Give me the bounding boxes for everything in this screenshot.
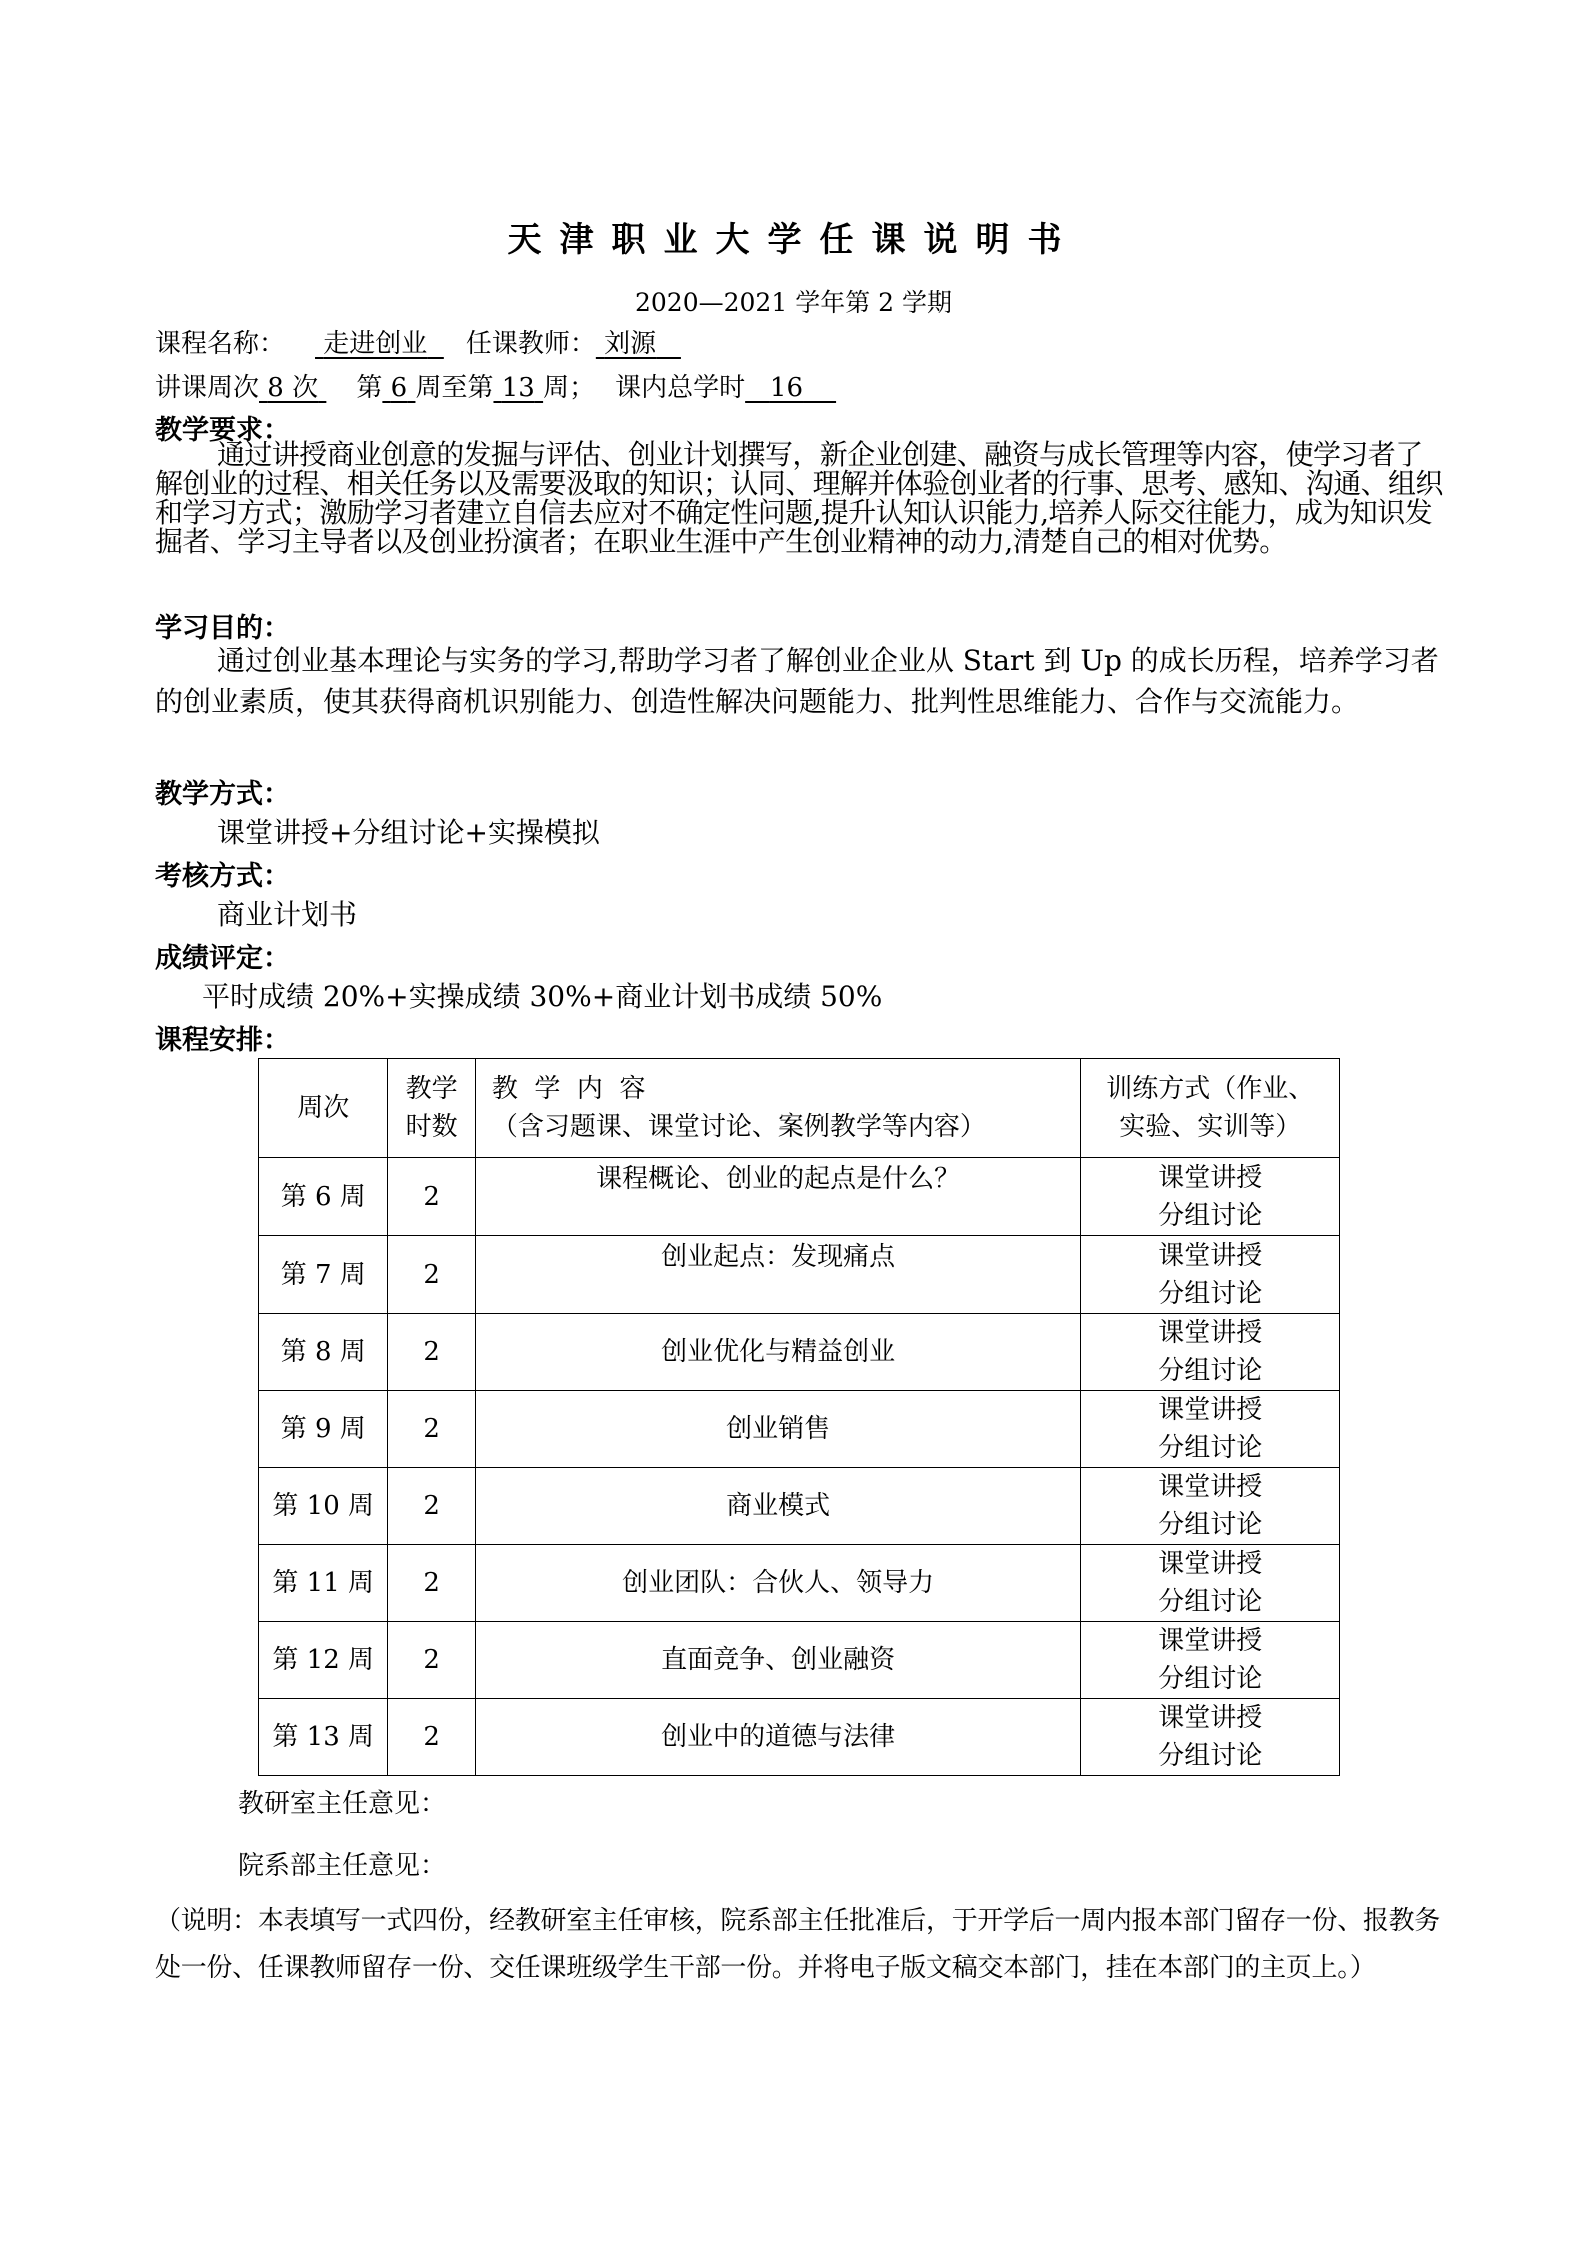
row-method: 课堂讲授 分组讨论 xyxy=(1081,1236,1340,1314)
header-week: 周次 xyxy=(259,1059,388,1158)
row-method: 课堂讲授 分组讨论 xyxy=(1081,1314,1340,1391)
row-content: 商业模式 xyxy=(475,1468,1081,1545)
table-row xyxy=(259,1158,1340,1236)
course-name-label: 课程名称： xyxy=(155,329,286,359)
hours-value: 16 xyxy=(769,373,804,403)
weeks-value: 8 次 xyxy=(267,373,319,403)
row-week: 第 10 周 xyxy=(259,1468,388,1545)
row-hours: 2 xyxy=(388,1391,475,1468)
weeks-label: 讲课周次 xyxy=(155,373,260,403)
requirements-heading: 教学要求： xyxy=(155,415,290,446)
course-info-line xyxy=(155,323,681,360)
method-heading: 教学方式： xyxy=(155,779,290,810)
grading-text: 平时成绩 20%+实操成绩 30%+商业计划书成绩 50% xyxy=(202,980,883,1013)
assessment-text: 商业计划书 xyxy=(217,898,358,931)
row-hours: 2 xyxy=(388,1699,475,1776)
course-name-value: 走进创业 xyxy=(323,329,428,359)
row-week: 第 8 周 xyxy=(259,1314,388,1391)
grading-heading: 成绩评定： xyxy=(155,943,290,974)
method-text: 课堂讲授+分组讨论+实操模拟 xyxy=(217,816,600,849)
schedule-info-line xyxy=(155,367,836,404)
row-hours: 2 xyxy=(388,1314,475,1391)
table-header-row xyxy=(259,1059,1340,1158)
objectives-text: 通过创业基本理论与实务的学习,帮助学习者了解创业企业从 Start 到 Up 的成长历程，培养学习者的创业素质，使其获得商机识别能力、创造性解决问题能力、批判性思维能力、合作与交流能力。 xyxy=(155,644,1439,718)
table-row xyxy=(259,1545,1340,1622)
row-hours: 2 xyxy=(388,1158,475,1236)
row-method: 课堂讲授 分组讨论 xyxy=(1081,1158,1340,1236)
row-week: 第 9 周 xyxy=(259,1391,388,1468)
row-content: 直面竞争、创业融资 xyxy=(475,1622,1081,1699)
row-week: 第 13 周 xyxy=(259,1699,388,1776)
teacher-label: 任课教师： xyxy=(465,329,596,359)
row-hours: 2 xyxy=(388,1545,475,1622)
row-hours: 2 xyxy=(388,1468,475,1545)
row-content: 课程概论、创业的起点是什么？ xyxy=(475,1158,1081,1236)
row-week: 第 11 周 xyxy=(259,1545,388,1622)
table-row xyxy=(259,1236,1340,1314)
row-method: 课堂讲授 分组讨论 xyxy=(1081,1699,1340,1776)
teacher-value: 刘源 xyxy=(604,329,657,359)
row-hours: 2 xyxy=(388,1236,475,1314)
footnote: （说明：本表填写一式四份，经教研室主任审核，院系部主任批准后，于开学后一周内报本部门留存一份、报教务处一份、任课教师留存一份、交任课班级学生干部一份。并将电子版文稿交本部门，挂在本部门的主页上。） xyxy=(155,1906,1441,1983)
row-week: 第 12 周 xyxy=(259,1622,388,1699)
row-content: 创业团队：合伙人、领导力 xyxy=(475,1545,1081,1622)
row-content: 创业优化与精益创业 xyxy=(475,1314,1081,1391)
requirements-text: 通过讲授商业创意的发掘与评估、创业计划撰写，新企业创建、融资与成长管理等内容，使学习者了解创业的过程、相关任务以及需要汲取的知识；认同、理解并体验创业者的行事、思考、感知、沟通、组织和学习方式；激励学习者建立自信去应对不确定性问题,提升认知认识能力,培养人际交往能力，成为知识发掘者、学习主导者以及创业扮演者；在职业生涯中产生创业精神的动力,清楚自己的相对优势。 xyxy=(155,438,1443,558)
from-week-value: 6 xyxy=(390,373,408,403)
row-method: 课堂讲授 分组讨论 xyxy=(1081,1622,1340,1699)
office-director-opinion: 教研室主任意见： xyxy=(238,1789,447,1819)
row-week: 第 7 周 xyxy=(259,1236,388,1314)
table-row xyxy=(259,1468,1340,1545)
hours-label: 课内总学时 xyxy=(615,373,746,403)
schedule-table xyxy=(258,1058,1340,1776)
row-week: 第 6 周 xyxy=(259,1158,388,1236)
from-label: 第 xyxy=(356,373,383,403)
objectives-heading: 学习目的： xyxy=(155,613,290,644)
table-row xyxy=(259,1314,1340,1391)
table-row xyxy=(259,1391,1340,1468)
end-label: 周； xyxy=(543,373,596,403)
row-method: 课堂讲授 分组讨论 xyxy=(1081,1468,1340,1545)
term-line: 2020—2021 学年第 2 学期 xyxy=(635,288,952,317)
row-content: 创业中的道德与法律 xyxy=(475,1699,1081,1776)
header-content: 教 学 内 容 （含习题课、课堂讨论、案例教学等内容） xyxy=(475,1059,1081,1158)
header-hours: 教学 时数 xyxy=(388,1059,475,1158)
dept-director-opinion: 院系部主任意见： xyxy=(238,1851,447,1881)
table-row xyxy=(259,1699,1340,1776)
header-training: 训练方式（作业、 实验、实训等） xyxy=(1081,1059,1340,1158)
assessment-heading: 考核方式： xyxy=(155,861,290,892)
row-content: 创业销售 xyxy=(475,1391,1081,1468)
to-week-value: 13 xyxy=(501,373,535,403)
row-method: 课堂讲授 分组讨论 xyxy=(1081,1545,1340,1622)
row-hours: 2 xyxy=(388,1622,475,1699)
to-label: 周至第 xyxy=(415,373,494,403)
row-method: 课堂讲授 分组讨论 xyxy=(1081,1391,1340,1468)
document-title: 天津职业大学任课说明书 xyxy=(507,220,1080,260)
table-row xyxy=(259,1622,1340,1699)
arrangement-heading: 课程安排： xyxy=(155,1025,290,1056)
row-content: 创业起点：发现痛点 xyxy=(475,1236,1081,1314)
